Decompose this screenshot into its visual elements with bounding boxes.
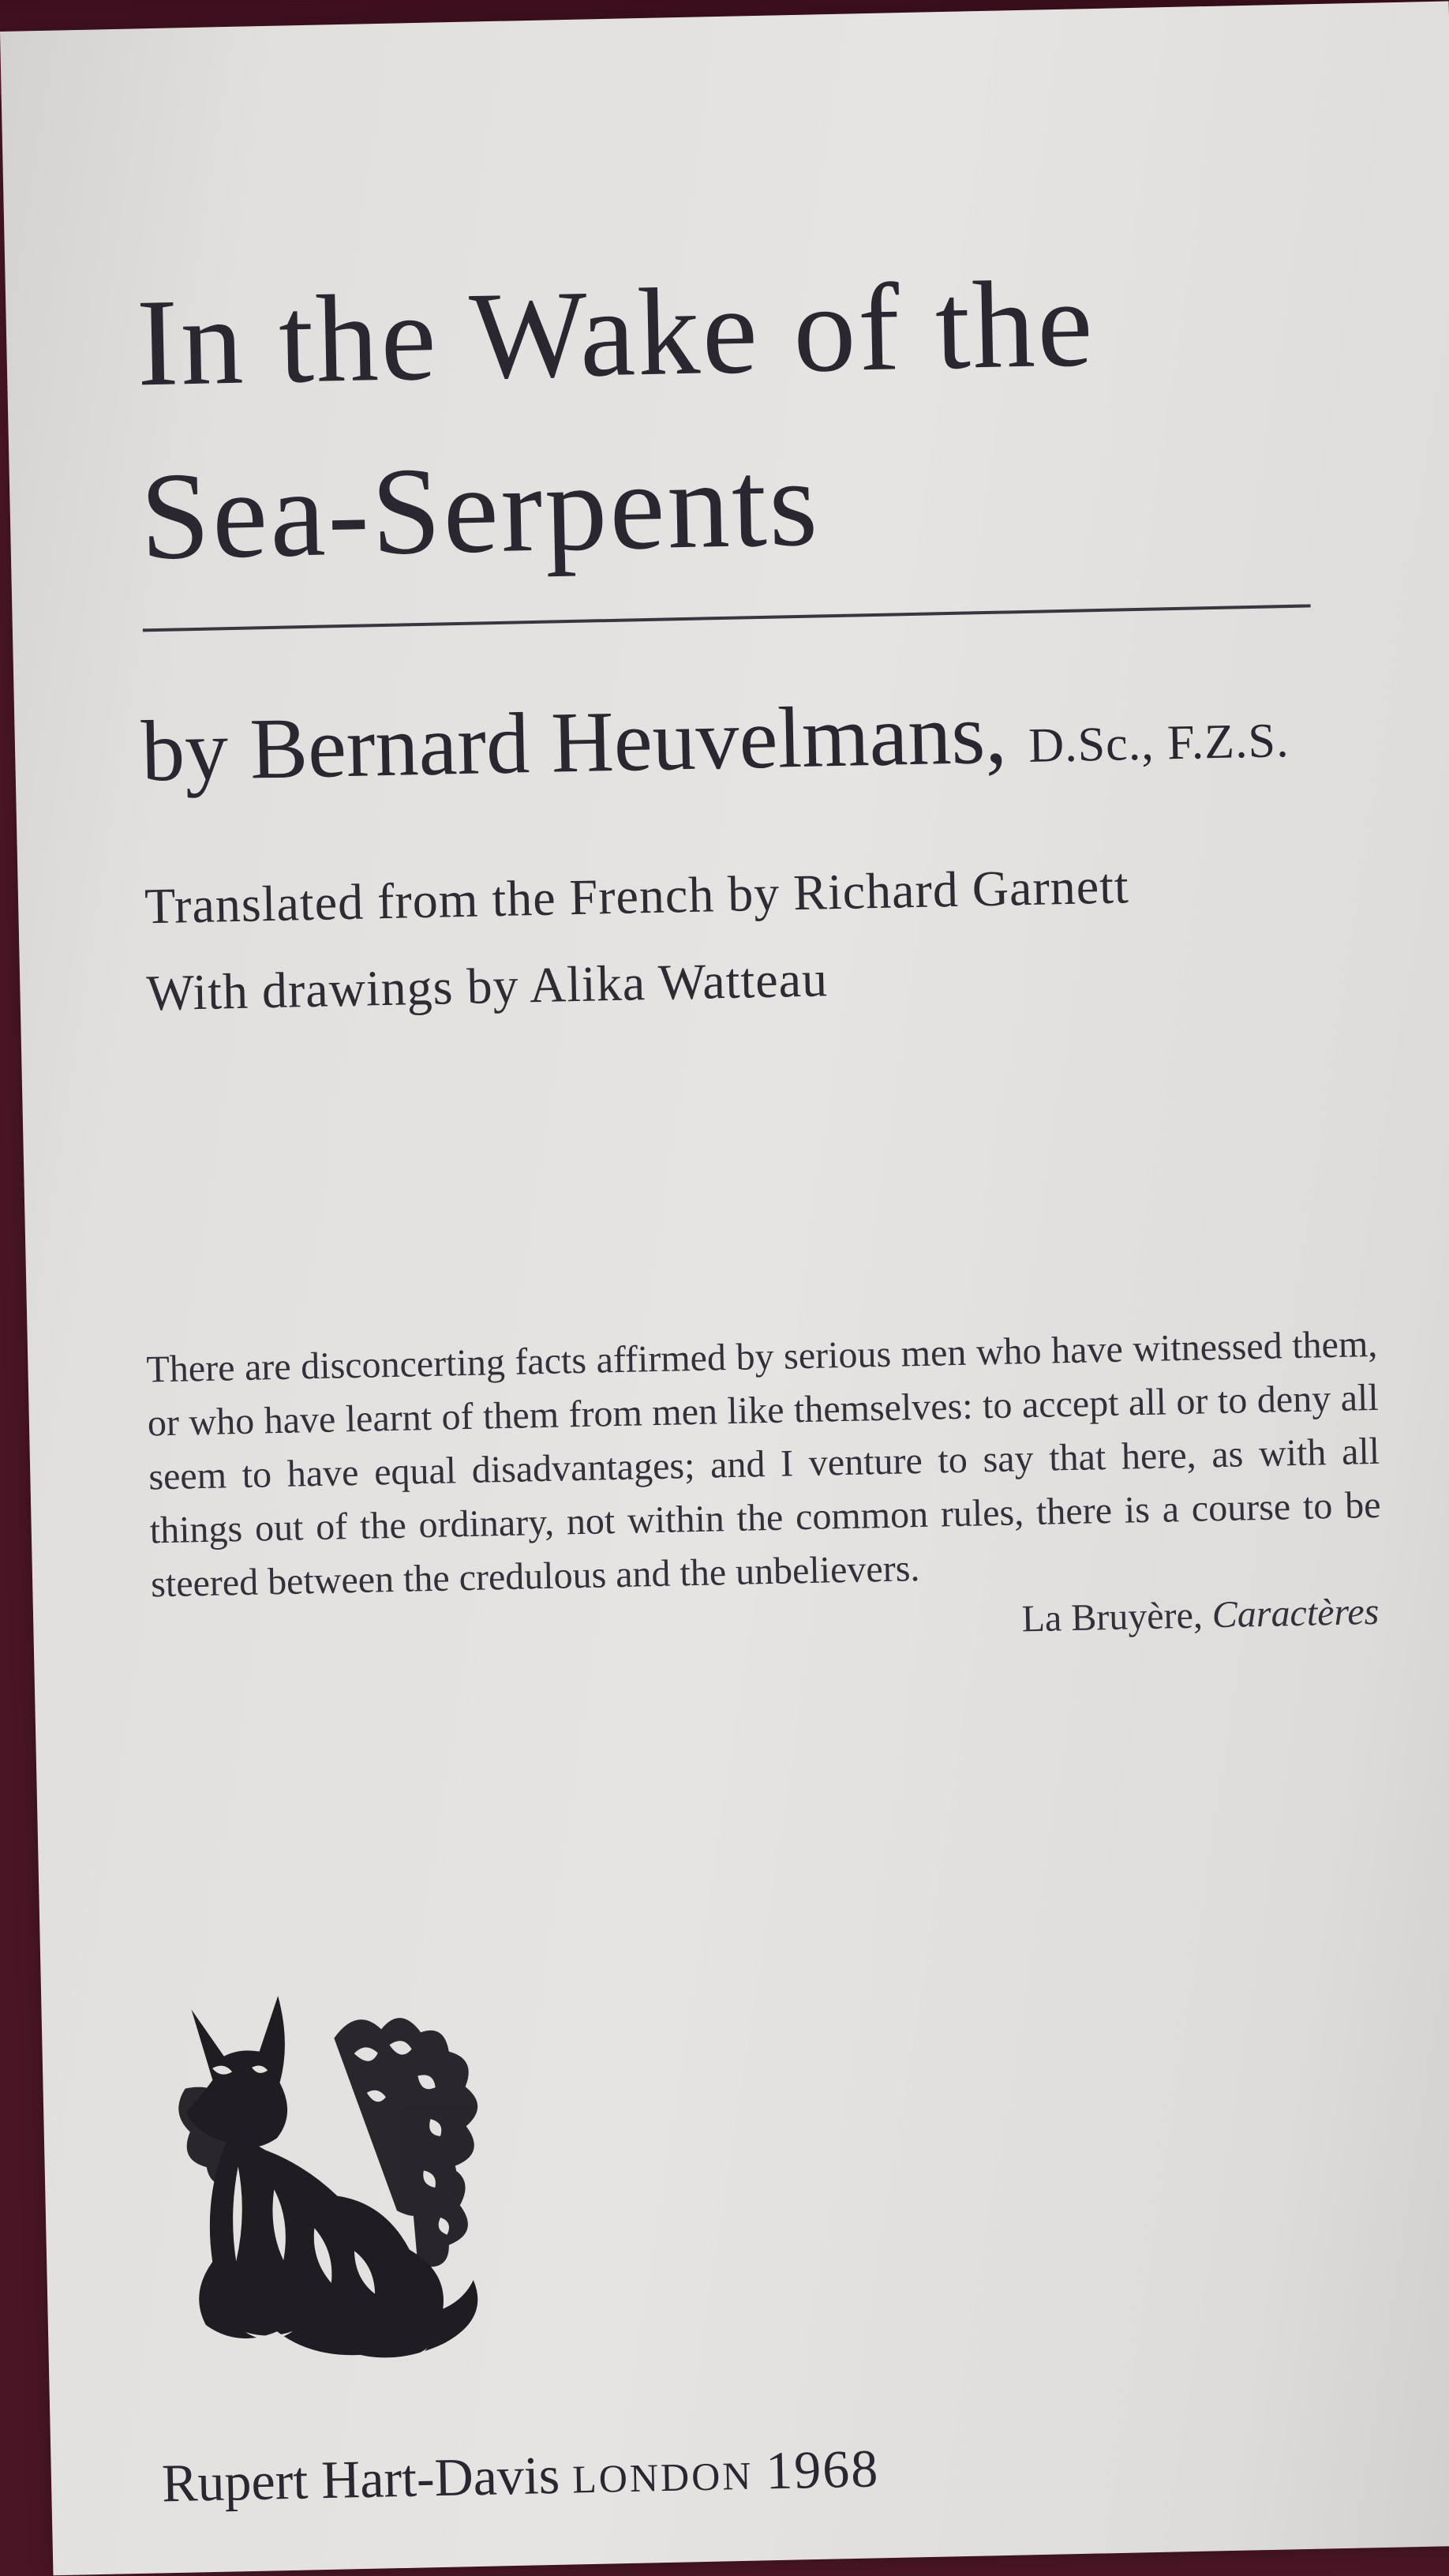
author-credentials: D.Sc., F.Z.S. — [1028, 713, 1290, 773]
author-line — [140, 684, 1290, 800]
author-name: by Bernard Heuvelmans, — [140, 684, 1008, 800]
translator-credit: Translated from the French by Richard Garnett — [144, 857, 1130, 935]
title-page — [0, 2, 1449, 2576]
fox-publisher-emblem-icon — [167, 1987, 515, 2405]
publisher-imprint — [161, 2438, 880, 2514]
fox-head — [183, 1996, 288, 2149]
illustrator-credit: With drawings by Alika Watteau — [145, 951, 829, 1022]
book-title-line-2: Sea-Serpents — [139, 433, 822, 587]
epigraph-author: La Bruyère, — [1021, 1594, 1204, 1640]
epigraph-text: There are disconcerting facts affirmed by serious men who have witnessed them, or who have learnt of them from men like themselves: to accept all or to deny all seem to have equal disadvantages; and I venture to say that here, as with all things out of the ordinary, not within the common rules, there is a course to be steered between the credulous and the unbelievers. — [145, 1322, 1382, 1606]
publication-year: 1968 — [765, 2438, 880, 2501]
book-title-line-1: In the Wake of the — [135, 254, 1097, 413]
title-rule — [143, 604, 1311, 632]
publisher-name: Rupert Hart-Davis — [161, 2444, 560, 2514]
epigraph-work: Caractères — [1211, 1590, 1380, 1637]
publisher-city: LONDON — [571, 2453, 754, 2502]
